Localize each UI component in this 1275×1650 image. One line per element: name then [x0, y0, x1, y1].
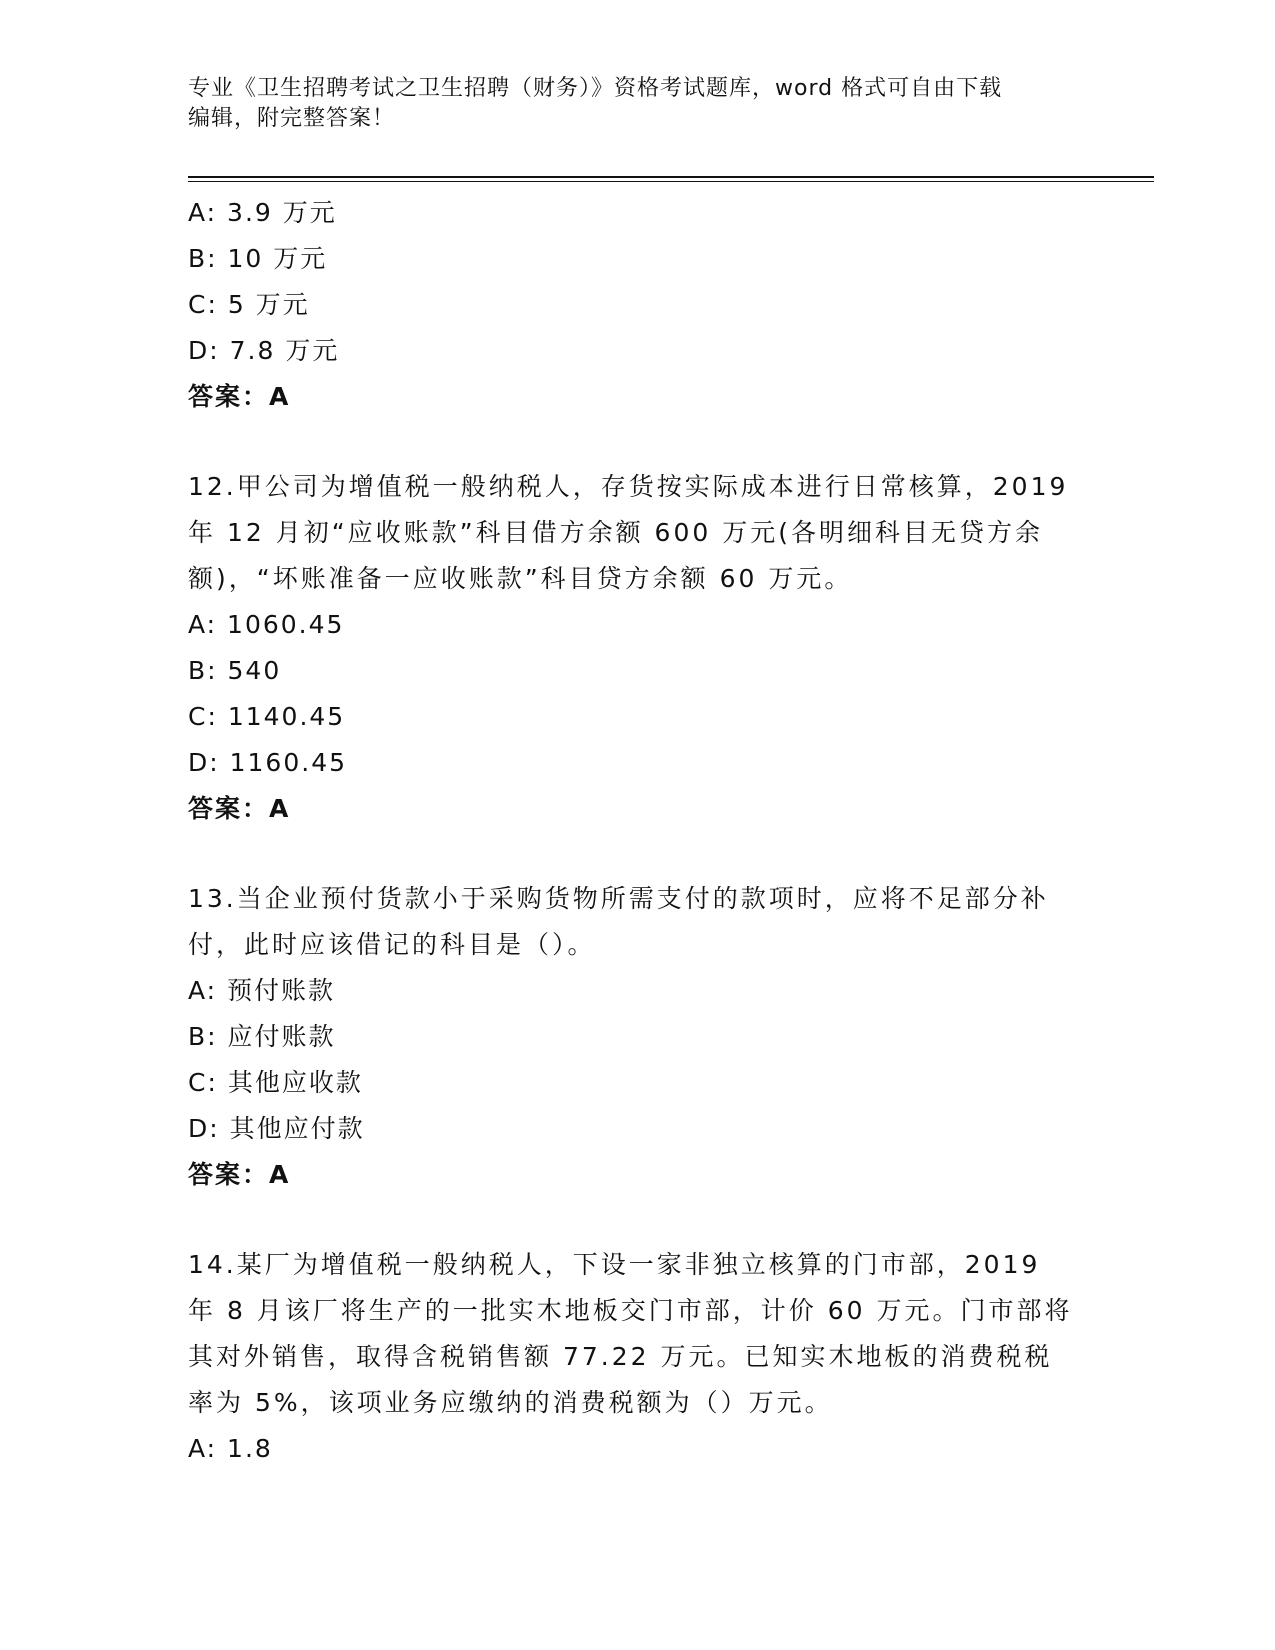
question-11	[188, 190, 1088, 420]
question-line: 其对外销售，取得含税销售额 77.22 万元。已知实木地板的消费税税	[188, 1342, 1053, 1371]
question-line: 付，此时应该借记的科目是（）。	[188, 930, 596, 959]
question-text	[188, 876, 1088, 968]
question-13	[188, 876, 1088, 1198]
answer: 答案：A	[188, 794, 291, 823]
option-a: A: 1.8	[188, 1434, 273, 1463]
header-divider	[188, 176, 1154, 178]
question-text	[188, 464, 1088, 602]
question-text	[188, 1242, 1088, 1426]
answer: 答案：A	[188, 382, 291, 411]
option-d: D: 1160.45	[188, 748, 348, 777]
question-line: 年 8 月该厂将生产的一批实木地板交门市部，计价 60 万元。门市部将	[188, 1296, 1073, 1325]
question-line: 12.甲公司为增值税一般纳税人，存货按实际成本进行日常核算，2019	[188, 472, 1069, 501]
question-12	[188, 464, 1088, 832]
option-a: A: 预付账款	[188, 976, 336, 1005]
option-a: A: 1060.45	[188, 610, 345, 639]
option-c: C: 5 万元	[188, 290, 310, 319]
option-d: D: 7.8 万元	[188, 336, 340, 365]
question-line: 年 12 月初“应收账款”科目借方余额 600 万元(各明细科目无贷方余	[188, 518, 1043, 547]
question-list	[188, 190, 1088, 1472]
option-b: B: 540	[188, 656, 282, 685]
option-c: C: 1140.45	[188, 702, 346, 731]
option-a: A: 3.9 万元	[188, 198, 337, 227]
header-divider-thin	[188, 181, 1154, 182]
option-b: B: 10 万元	[188, 244, 328, 273]
option-d: D: 其他应付款	[188, 1114, 365, 1143]
document-header	[188, 74, 1088, 134]
option-b: B: 应付账款	[188, 1022, 336, 1051]
question-line: 13.当企业预付货款小于采购货物所需支付的款项时，应将不足部分补	[188, 884, 1049, 913]
answer: 答案：A	[188, 1160, 291, 1189]
question-14	[188, 1242, 1088, 1472]
option-c: C: 其他应收款	[188, 1068, 363, 1097]
header-line-2: 编辑，附完整答案！	[188, 106, 396, 131]
question-line: 额)，“坏账准备一应收账款”科目贷方余额 60 万元。	[188, 564, 853, 593]
question-line: 率为 5%，该项业务应缴纳的消费税额为（）万元。	[188, 1388, 833, 1417]
header-line-1: 专业《卫生招聘考试之卫生招聘（财务）》资格考试题库，word 格式可自由下载	[188, 76, 1003, 101]
question-line: 14.某厂为增值税一般纳税人，下设一家非独立核算的门市部，2019	[188, 1250, 1041, 1279]
